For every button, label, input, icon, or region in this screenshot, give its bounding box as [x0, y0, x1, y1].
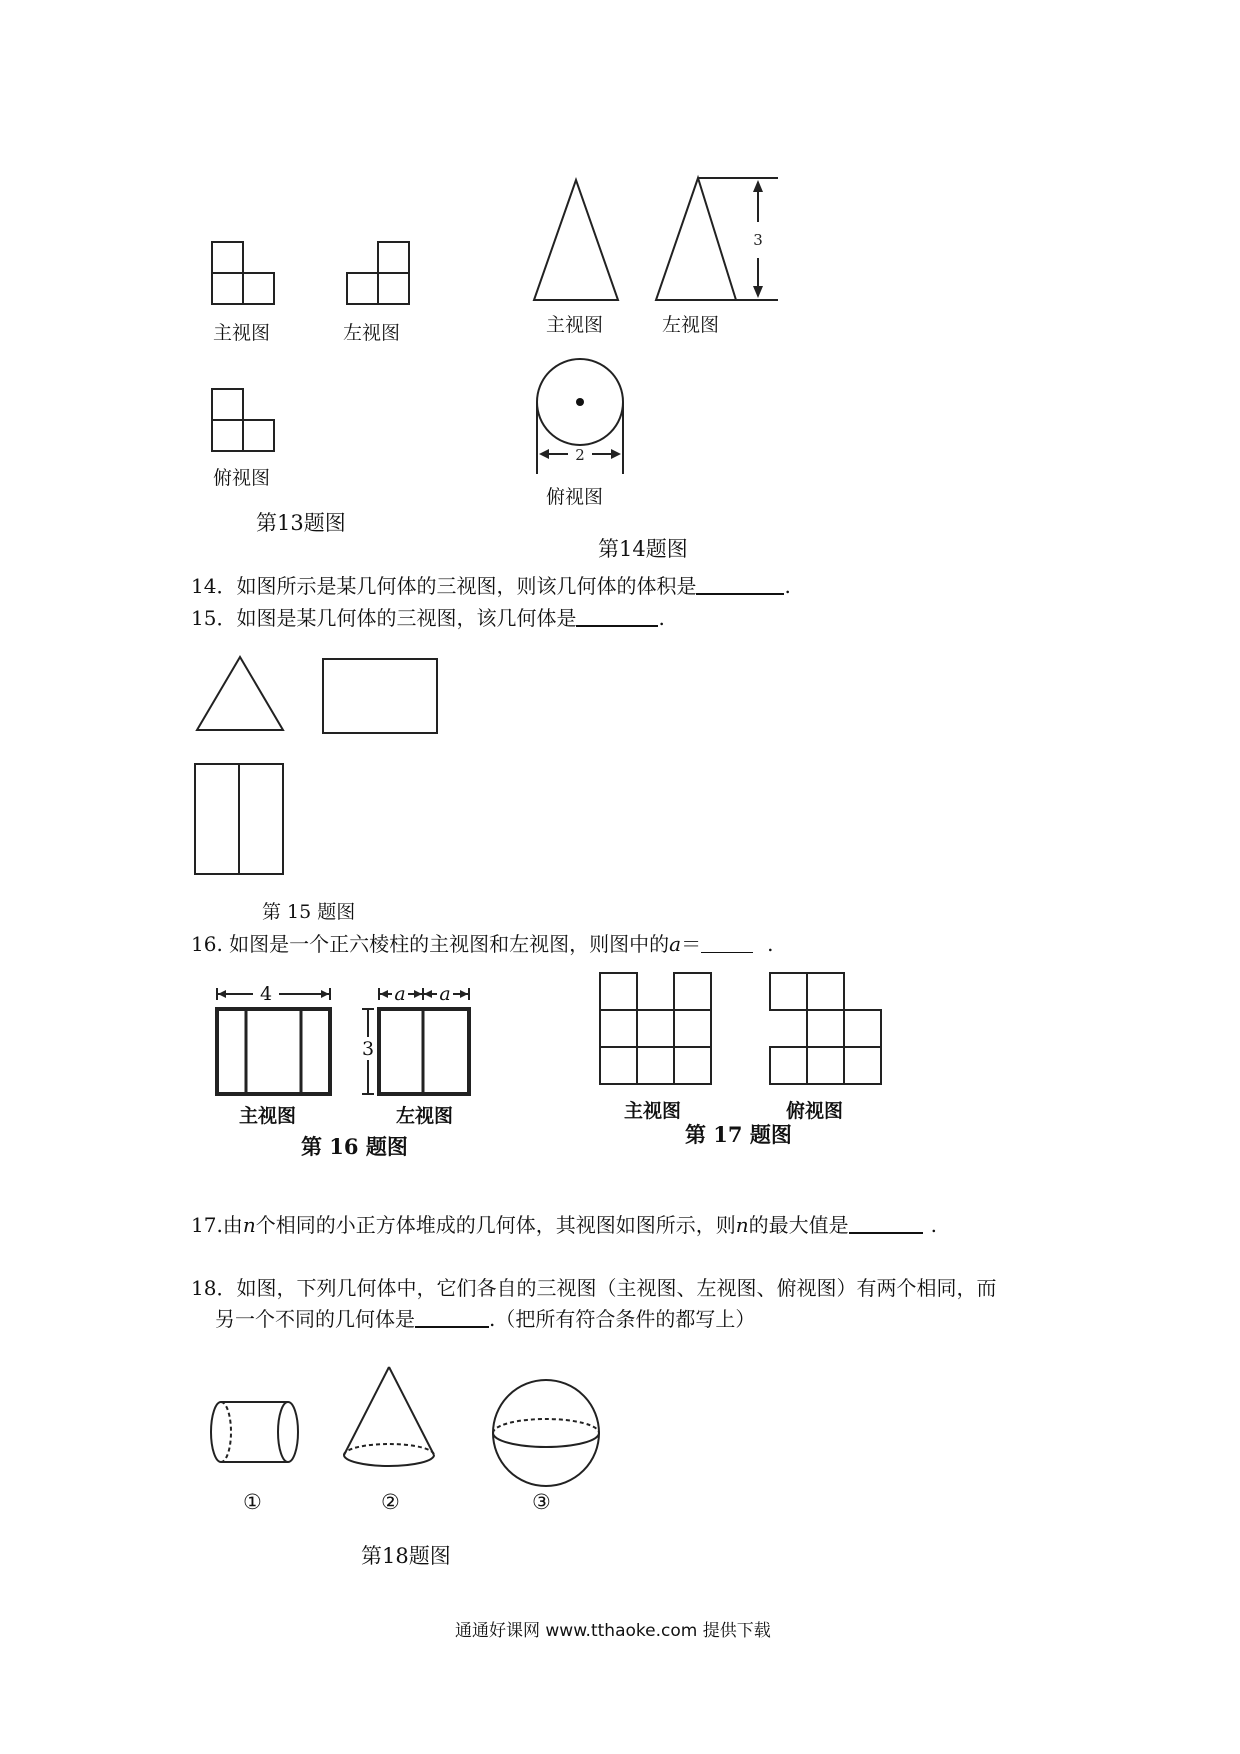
question-15-answer-blank[interactable] [576, 605, 658, 627]
fig14-diameter-label: 2 [575, 446, 585, 464]
fig14-top-view [532, 356, 632, 476]
fig16-a-label-right: a [439, 983, 451, 1005]
question-17-middle: 个相同的小正方体堆成的几何体，其视图如图所示，则 [255, 1213, 736, 1237]
question-16-eq: ＝ [681, 932, 702, 956]
fig14-front-view [530, 178, 620, 303]
question-17-end: . [930, 1213, 937, 1237]
fig13-front-label: 主视图 [213, 322, 271, 344]
fig18-caption: 第18题图 [361, 1544, 451, 1568]
fig18-cone [339, 1365, 439, 1475]
question-18-line2-start: 另一个不同的几何体是 [215, 1307, 415, 1331]
fig18-label-1: ① [243, 1490, 262, 1514]
question-16 [191, 929, 773, 959]
fig18-label-2: ② [381, 1490, 400, 1514]
fig17-top-view [768, 971, 888, 1089]
question-17-answer-blank[interactable] [849, 1212, 923, 1234]
fig14-front-label: 主视图 [546, 314, 604, 336]
fig13-left-view [343, 238, 413, 308]
fig16-front-view [215, 985, 335, 1100]
fig15-caption: 第 15 题图 [262, 901, 356, 923]
fig18-sphere [490, 1377, 602, 1489]
fig14-top-label: 俯视图 [546, 486, 604, 508]
question-18-line1: 18．如图，下列几何体中，它们各自的三视图（主视图、左视图、俯视图）有两个相同，而 [191, 1276, 997, 1300]
question-14-answer-blank[interactable] [696, 573, 784, 595]
fig15-split-rectangle-view [193, 762, 285, 877]
question-17-prefix: 17.由 [191, 1213, 243, 1237]
fig16-height-label: 3 [361, 1038, 375, 1060]
question-16-end: . [767, 932, 774, 956]
question-17-suffix: 的最大值是 [748, 1213, 849, 1237]
fig13-left-label: 左视图 [343, 322, 401, 344]
question-14-end: . [784, 574, 791, 598]
fig18-cylinder [208, 1398, 304, 1468]
fig16-front-label: 主视图 [239, 1105, 297, 1127]
fig14-left-view [652, 172, 792, 312]
question-15-text: 15．如图是某几何体的三视图，该几何体是 [191, 606, 577, 630]
question-17-var: n [242, 1213, 256, 1237]
fig15-triangle-view [193, 654, 288, 734]
fig13-top-label: 俯视图 [213, 467, 271, 489]
fig17-top-label: 俯视图 [786, 1100, 844, 1122]
fig16-width-label: 4 [259, 983, 273, 1005]
question-18-line2-end: .（把所有符合条件的都写上） [489, 1307, 756, 1331]
fig15-rectangle-view [321, 657, 439, 735]
question-15 [191, 603, 665, 633]
fig13-top-view [208, 385, 278, 455]
question-16-answer-blank[interactable] [701, 932, 753, 953]
fig16-left-view [357, 985, 477, 1100]
question-18-line2 [215, 1304, 755, 1334]
fig14-left-label: 左视图 [662, 314, 720, 336]
fig16-left-label: 左视图 [396, 1105, 454, 1127]
fig18-label-3: ③ [532, 1490, 551, 1514]
fig17-caption: 第 17 题图 [685, 1122, 792, 1147]
question-17-var2: n [735, 1213, 749, 1237]
question-18-answer-blank[interactable] [415, 1306, 489, 1328]
fig16-a-label-left: a [394, 983, 406, 1005]
question-15-end: . [658, 606, 665, 630]
fig16-caption: 第 16 题图 [301, 1134, 408, 1159]
page-footer: 通通好课网 www.tthaoke.com 提供下载 [455, 1621, 771, 1641]
question-16-text: 16. 如图是一个正六棱柱的主视图和左视图，则图中的 [191, 932, 670, 956]
fig13-front-view [208, 238, 278, 308]
question-16-var: a [669, 932, 682, 956]
fig17-front-view [598, 971, 718, 1089]
fig13-caption: 第13题图 [256, 511, 346, 535]
question-17 [191, 1210, 937, 1240]
question-14 [191, 571, 791, 601]
fig14-caption: 第14题图 [598, 537, 688, 561]
fig17-front-label: 主视图 [624, 1100, 682, 1122]
question-14-text: 14．如图所示是某几何体的三视图，则该几何体的体积是 [191, 574, 697, 598]
fig14-height-label: 3 [753, 231, 763, 249]
